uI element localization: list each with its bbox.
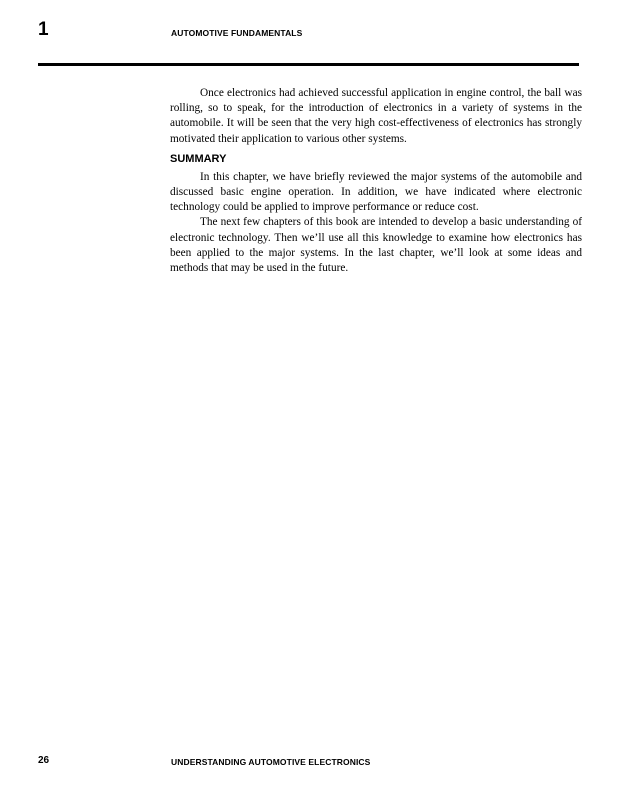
footer-book-title: UNDERSTANDING AUTOMOTIVE ELECTRONICS xyxy=(171,757,371,767)
chapter-number: 1 xyxy=(38,19,49,40)
running-head: AUTOMOTIVE FUNDAMENTALS xyxy=(171,28,303,38)
header-rule xyxy=(38,63,579,66)
intro-paragraph: Once electronics had achieved successful application in engine control, the ball was rolling, so to speak, for the introduction of electronics in a variety of systems in the automobile. It will be seen that the very high cost-effectiveness of electronics has strongly motivated their application to various other systems. xyxy=(170,87,582,145)
summary-paragraph-2: The next few chapters of this book are intended to develop a basic understanding of electronic technology. Then we’ll use all this knowledge to examine how electronics has been applied to the major systems. In the last chapter, we’ll look at some ideas and methods that may be used in the future. xyxy=(170,216,582,275)
summary-heading: SUMMARY xyxy=(170,152,227,165)
page-body xyxy=(170,86,582,276)
page-number: 26 xyxy=(38,755,50,766)
summary-paragraph-1: In this chapter, we have briefly reviewed the major systems of the automobile and discussed basic engine operation. In addition, we have indicated where electronic technology could be applied to improve performance or reduce cost. xyxy=(170,170,582,214)
